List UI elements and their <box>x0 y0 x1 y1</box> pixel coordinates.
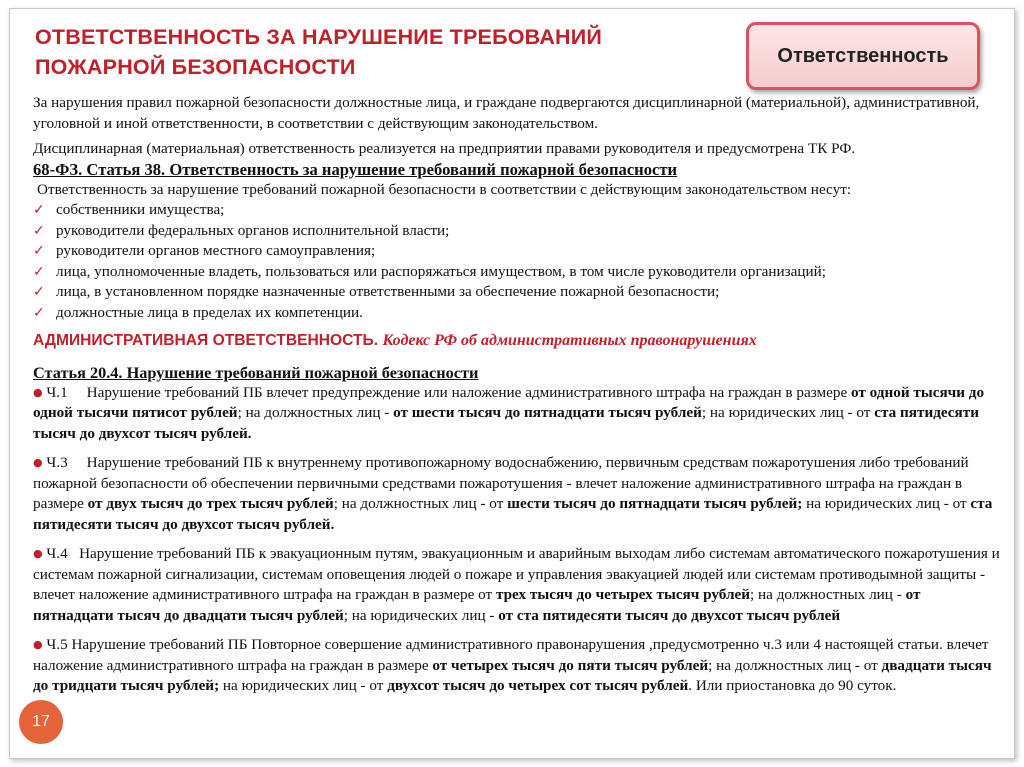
page-number-badge: 17 <box>19 700 63 744</box>
bullet-icon: ● <box>33 547 43 560</box>
bullet-icon: ● <box>33 456 43 469</box>
responsible-list <box>33 200 1001 323</box>
check-icon: ✓ <box>33 222 45 239</box>
list-item: ✓ лица, уполномоченные владеть, пользоваться или распоряжаться имуществом, в том числе руководители организаций; <box>33 262 1001 283</box>
admin-subheading: Кодекс РФ об административных правонарушениях <box>382 332 757 349</box>
part-3-paragraph: ● Ч.3 Нарушение требований ПБ к внутреннему противопожарному водоснабжению, первичным средствам пожаротушения либо требований пожарной безопасности об обеспечении первичными средствами пожаротушения - влечет наложение административного штрафа на граждан в размере от двух тысяч до трех тысяч рублей; на должностных лиц - от шести тысяч до пятнадцати тысяч рублей; на юридических лиц - от ста пятидесяти тысяч до двухсот тысяч рублей. <box>33 454 993 533</box>
bullet-icon: ● <box>33 638 43 651</box>
check-icon: ✓ <box>33 284 45 300</box>
check-icon: ✓ <box>33 243 45 259</box>
slide-title: ОТВЕТСТВЕННОСТЬ ЗА НАРУШЕНИЕ ТРЕБОВАНИЙ ПОЖАРНОЙ БЕЗОПАСНОСТИ <box>35 25 603 79</box>
check-icon: ✓ <box>33 202 45 218</box>
check-icon: ✓ <box>33 263 45 280</box>
responsibility-badge: Ответственность <box>746 22 980 90</box>
list-item: ✓ руководители органов местного самоуправления; <box>33 241 1001 262</box>
list-item: ✓ должностные лица в пределах их компетенции. <box>33 303 1001 324</box>
list-item: ✓ руководители федеральных органов исполнительной власти; <box>33 221 1001 242</box>
slide-content <box>33 93 1001 697</box>
disciplinary-text: Дисциплинарная (материальная) ответственность реализуется на предприятии правами руководителя и предусмотрена ТК РФ. <box>33 140 856 157</box>
part-1-paragraph: ● Ч.1 Нарушение требований ПБ влечет предупреждение или наложение административного штрафа на граждан в размере от одной тысячи до одной тысячи пятисот рублей; на должностных лиц - от шести тысяч до пятнадцати тысяч рублей; на юридических лиц - от ста пятидесяти тысяч до двухсот тысяч рублей. <box>33 383 985 442</box>
admin-heading: АДМИНИСТРАТИВНАЯ ОТВЕТСТВЕННОСТЬ. Кодекс РФ об административных правонарушениях <box>33 332 757 349</box>
part-4-paragraph: ● Ч.4 Нарушение требований ПБ к эвакуационным путям, эвакуационным и аварийным выходам либо системам автоматического пожаротушения и системам пожарной сигнализации, системам оповещения людей о пожаре и управления эвакуацией людей или системам противодымной защиты - влечет наложение административного штрафа на граждан в размере от трех тысяч до четырех тысяч рублей; на должностных лиц - от пятнадцати тысяч до двадцати тысяч рублей; на юридических лиц - от ста пятидесяти тысяч до двухсот тысяч рублей <box>33 545 1000 624</box>
fz-heading: 68-ФЗ. Статья 38. Ответственность за нарушение требований пожарной безопасности <box>33 159 678 179</box>
fz-lead: Ответственность за нарушение требований пожарной безопасности в соответствии с действующим законодательством несут: <box>37 180 852 198</box>
intro-text: За нарушения правил пожарной безопасности должностные лица, и граждане подвергаются дисциплинарной (материальной), административной, уголовной и иной ответственности, в соответствии с действующим законодательством. <box>33 94 980 132</box>
article-heading: Статья 20.4. Нарушение требований пожарной безопасности <box>33 362 479 382</box>
part-5-paragraph: ● Ч.5 Нарушение требований ПБ Повторное совершение административного правонарушения ,предусмотренно ч.3 или 4 настоящей статьи. влечет наложение административного штрафа на граждан в размере от четырех тысяч до пяти тысяч рублей; на должностных лиц - от двадцати тысяч до тридцати тысяч рублей; на юридических лиц - от двухсот тысяч до четырех сот тысяч рублей. Или приостановка до 90 суток. <box>33 636 992 694</box>
list-item: ✓ собственники имущества; <box>33 200 1001 221</box>
list-item: ✓ лица, в установленном порядке назначенные ответственными за обеспечение пожарной безопасности; <box>33 282 1001 303</box>
check-icon: ✓ <box>33 304 45 321</box>
bullet-icon: ● <box>33 385 43 399</box>
